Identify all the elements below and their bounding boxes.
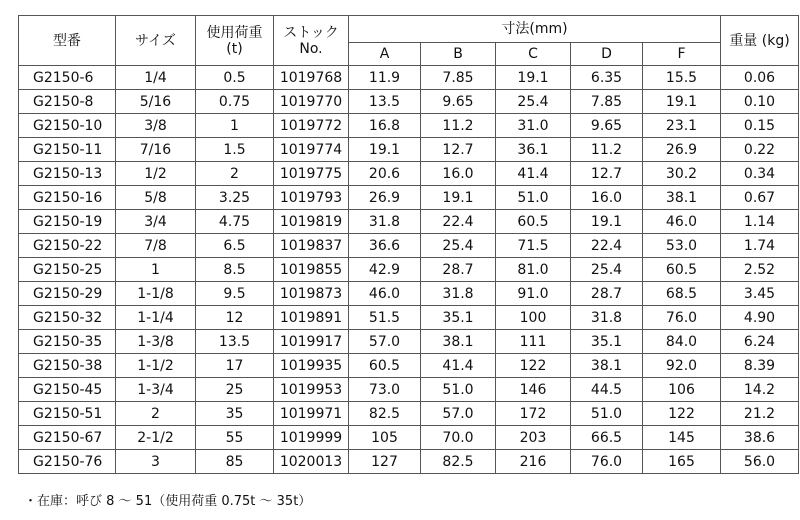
cell-dim-b: 41.4	[421, 354, 496, 378]
cell-dim-d: 25.4	[571, 258, 643, 282]
cell-weight: 6.24	[721, 330, 799, 354]
cell-weight: 2.52	[721, 258, 799, 282]
cell-stock-no: 1019917	[274, 330, 349, 354]
cell-size: 1-3/8	[116, 330, 196, 354]
cell-model: G2150-38	[19, 354, 116, 378]
cell-weight: 1.14	[721, 210, 799, 234]
cell-working-load: 17	[196, 354, 274, 378]
cell-dim-a: 60.5	[349, 354, 421, 378]
cell-dim-f: 46.0	[643, 210, 721, 234]
cell-working-load: 55	[196, 426, 274, 450]
cell-weight: 0.10	[721, 90, 799, 114]
cell-dim-c: 71.5	[496, 234, 571, 258]
cell-size: 3/8	[116, 114, 196, 138]
table-row	[19, 162, 799, 186]
cell-model: G2150-10	[19, 114, 116, 138]
cell-size: 7/16	[116, 138, 196, 162]
table-row	[19, 426, 799, 450]
cell-model: G2150-11	[19, 138, 116, 162]
cell-weight: 0.67	[721, 186, 799, 210]
cell-dim-d: 6.35	[571, 66, 643, 90]
cell-dim-c: 51.0	[496, 186, 571, 210]
cell-size: 1-3/4	[116, 378, 196, 402]
cell-dim-b: 31.8	[421, 282, 496, 306]
cell-dim-a: 105	[349, 426, 421, 450]
cell-stock-no: 1019837	[274, 234, 349, 258]
cell-stock-no: 1019768	[274, 66, 349, 90]
cell-dim-f: 30.2	[643, 162, 721, 186]
cell-model: G2150-35	[19, 330, 116, 354]
cell-dim-f: 76.0	[643, 306, 721, 330]
cell-working-load: 12	[196, 306, 274, 330]
cell-size: 1-1/4	[116, 306, 196, 330]
table-row	[19, 138, 799, 162]
table-row	[19, 258, 799, 282]
cell-dim-c: 146	[496, 378, 571, 402]
cell-dim-d: 16.0	[571, 186, 643, 210]
cell-working-load: 85	[196, 450, 274, 474]
cell-model: G2150-25	[19, 258, 116, 282]
cell-working-load: 13.5	[196, 330, 274, 354]
cell-dim-c: 81.0	[496, 258, 571, 282]
cell-stock-no: 1019891	[274, 306, 349, 330]
cell-stock-no: 1019855	[274, 258, 349, 282]
cell-working-load: 0.5	[196, 66, 274, 90]
cell-size: 1/2	[116, 162, 196, 186]
cell-dim-b: 51.0	[421, 378, 496, 402]
cell-dim-c: 203	[496, 426, 571, 450]
table-body	[19, 66, 799, 474]
cell-dim-b: 9.65	[421, 90, 496, 114]
cell-model: G2150-16	[19, 186, 116, 210]
cell-dim-a: 36.6	[349, 234, 421, 258]
cell-working-load: 2	[196, 162, 274, 186]
cell-dim-d: 22.4	[571, 234, 643, 258]
cell-model: G2150-76	[19, 450, 116, 474]
cell-dim-c: 36.1	[496, 138, 571, 162]
cell-dim-f: 26.9	[643, 138, 721, 162]
cell-dim-d: 12.7	[571, 162, 643, 186]
cell-dim-f: 106	[643, 378, 721, 402]
header-working-load-unit: (t)	[226, 40, 243, 57]
cell-weight: 1.74	[721, 234, 799, 258]
cell-dim-b: 82.5	[421, 450, 496, 474]
cell-weight: 38.6	[721, 426, 799, 450]
cell-size: 3	[116, 450, 196, 474]
cell-model: G2150-67	[19, 426, 116, 450]
table-row	[19, 306, 799, 330]
cell-dim-d: 19.1	[571, 210, 643, 234]
cell-dim-c: 31.0	[496, 114, 571, 138]
cell-dim-f: 19.1	[643, 90, 721, 114]
cell-working-load: 8.5	[196, 258, 274, 282]
cell-weight: 0.34	[721, 162, 799, 186]
cell-stock-no: 1019770	[274, 90, 349, 114]
cell-dim-c: 111	[496, 330, 571, 354]
header-dim-a: A	[349, 43, 421, 66]
header-stock-no-label: No.	[299, 40, 323, 57]
cell-dim-f: 68.5	[643, 282, 721, 306]
header-stock-no	[274, 16, 349, 66]
header-stock-label: ストック	[283, 24, 339, 41]
header-model: 型番	[19, 16, 116, 66]
cell-dim-d: 38.1	[571, 354, 643, 378]
cell-stock-no: 1019819	[274, 210, 349, 234]
cell-dim-a: 82.5	[349, 402, 421, 426]
cell-dim-f: 53.0	[643, 234, 721, 258]
cell-dim-b: 57.0	[421, 402, 496, 426]
cell-dim-c: 122	[496, 354, 571, 378]
cell-size: 1/4	[116, 66, 196, 90]
spec-table	[18, 15, 799, 474]
header-dim-b: B	[421, 43, 496, 66]
cell-dim-b: 19.1	[421, 186, 496, 210]
cell-working-load: 4.75	[196, 210, 274, 234]
cell-working-load: 1.5	[196, 138, 274, 162]
stock-note: ・在庫：呼び 8 〜 51（使用荷重 0.75t 〜 35t）	[24, 494, 312, 509]
cell-dim-d: 76.0	[571, 450, 643, 474]
cell-stock-no: 1019793	[274, 186, 349, 210]
cell-weight: 0.15	[721, 114, 799, 138]
cell-stock-no: 1019772	[274, 114, 349, 138]
table-row	[19, 450, 799, 474]
cell-dim-a: 51.5	[349, 306, 421, 330]
header-dim-d: D	[571, 43, 643, 66]
table-row	[19, 90, 799, 114]
cell-model: G2150-29	[19, 282, 116, 306]
cell-weight: 14.2	[721, 378, 799, 402]
cell-dim-b: 25.4	[421, 234, 496, 258]
cell-weight: 3.45	[721, 282, 799, 306]
cell-model: G2150-22	[19, 234, 116, 258]
table-row	[19, 210, 799, 234]
cell-dim-d: 44.5	[571, 378, 643, 402]
cell-weight: 4.90	[721, 306, 799, 330]
table-header	[19, 16, 799, 66]
header-size: サイズ	[116, 16, 196, 66]
cell-dim-a: 11.9	[349, 66, 421, 90]
cell-weight: 8.39	[721, 354, 799, 378]
cell-stock-no: 1020013	[274, 450, 349, 474]
cell-dim-d: 7.85	[571, 90, 643, 114]
table-row	[19, 402, 799, 426]
table-row	[19, 282, 799, 306]
cell-dim-c: 216	[496, 450, 571, 474]
cell-dim-c: 41.4	[496, 162, 571, 186]
table-row	[19, 378, 799, 402]
table-row	[19, 354, 799, 378]
cell-working-load: 6.5	[196, 234, 274, 258]
cell-dim-f: 122	[643, 402, 721, 426]
cell-dim-a: 42.9	[349, 258, 421, 282]
cell-dim-b: 38.1	[421, 330, 496, 354]
cell-dim-d: 31.8	[571, 306, 643, 330]
cell-model: G2150-51	[19, 402, 116, 426]
cell-dim-a: 19.1	[349, 138, 421, 162]
table-row	[19, 66, 799, 90]
cell-model: G2150-45	[19, 378, 116, 402]
cell-stock-no: 1019953	[274, 378, 349, 402]
cell-stock-no: 1019999	[274, 426, 349, 450]
header-weight: 重量 (kg)	[721, 16, 799, 66]
cell-weight: 56.0	[721, 450, 799, 474]
cell-dim-f: 165	[643, 450, 721, 474]
cell-dim-f: 60.5	[643, 258, 721, 282]
cell-dim-b: 28.7	[421, 258, 496, 282]
cell-dim-f: 92.0	[643, 354, 721, 378]
cell-dim-b: 11.2	[421, 114, 496, 138]
header-working-load	[196, 16, 274, 66]
cell-dim-b: 70.0	[421, 426, 496, 450]
header-dim-f: F	[643, 43, 721, 66]
header-working-load-label: 使用荷重	[206, 24, 263, 41]
cell-model: G2150-6	[19, 66, 116, 90]
table-row	[19, 186, 799, 210]
cell-size: 5/8	[116, 186, 196, 210]
cell-dim-a: 31.8	[349, 210, 421, 234]
cell-working-load: 1	[196, 114, 274, 138]
cell-working-load: 25	[196, 378, 274, 402]
cell-dim-f: 145	[643, 426, 721, 450]
cell-stock-no: 1019971	[274, 402, 349, 426]
cell-working-load: 35	[196, 402, 274, 426]
cell-model: G2150-8	[19, 90, 116, 114]
cell-dim-c: 60.5	[496, 210, 571, 234]
cell-dim-b: 22.4	[421, 210, 496, 234]
cell-model: G2150-19	[19, 210, 116, 234]
cell-stock-no: 1019775	[274, 162, 349, 186]
cell-working-load: 3.25	[196, 186, 274, 210]
cell-size: 1	[116, 258, 196, 282]
cell-dim-f: 84.0	[643, 330, 721, 354]
cell-size: 2	[116, 402, 196, 426]
cell-size: 3/4	[116, 210, 196, 234]
cell-dim-a: 46.0	[349, 282, 421, 306]
cell-dim-d: 28.7	[571, 282, 643, 306]
cell-dim-c: 19.1	[496, 66, 571, 90]
cell-stock-no: 1019873	[274, 282, 349, 306]
header-dimensions: 寸法(mm)	[349, 16, 721, 43]
cell-working-load: 9.5	[196, 282, 274, 306]
header-dim-c: C	[496, 43, 571, 66]
cell-model: G2150-32	[19, 306, 116, 330]
cell-dim-a: 26.9	[349, 186, 421, 210]
table-row	[19, 330, 799, 354]
cell-size: 1-1/8	[116, 282, 196, 306]
cell-dim-a: 20.6	[349, 162, 421, 186]
cell-dim-c: 100	[496, 306, 571, 330]
header-row-1	[19, 16, 799, 43]
cell-model: G2150-13	[19, 162, 116, 186]
cell-weight: 21.2	[721, 402, 799, 426]
cell-dim-d: 11.2	[571, 138, 643, 162]
cell-dim-f: 15.5	[643, 66, 721, 90]
cell-dim-c: 25.4	[496, 90, 571, 114]
cell-dim-a: 13.5	[349, 90, 421, 114]
cell-size: 5/16	[116, 90, 196, 114]
cell-dim-a: 73.0	[349, 378, 421, 402]
cell-working-load: 0.75	[196, 90, 274, 114]
cell-dim-d: 51.0	[571, 402, 643, 426]
cell-dim-a: 57.0	[349, 330, 421, 354]
cell-size: 7/8	[116, 234, 196, 258]
cell-dim-b: 12.7	[421, 138, 496, 162]
cell-dim-b: 16.0	[421, 162, 496, 186]
cell-dim-f: 23.1	[643, 114, 721, 138]
cell-dim-f: 38.1	[643, 186, 721, 210]
cell-dim-b: 35.1	[421, 306, 496, 330]
cell-weight: 0.06	[721, 66, 799, 90]
table-row	[19, 234, 799, 258]
cell-weight: 0.22	[721, 138, 799, 162]
cell-dim-c: 172	[496, 402, 571, 426]
cell-size: 1-1/2	[116, 354, 196, 378]
cell-stock-no: 1019935	[274, 354, 349, 378]
cell-dim-d: 35.1	[571, 330, 643, 354]
table-row	[19, 114, 799, 138]
cell-dim-b: 7.85	[421, 66, 496, 90]
cell-dim-a: 16.8	[349, 114, 421, 138]
cell-dim-c: 91.0	[496, 282, 571, 306]
cell-dim-d: 9.65	[571, 114, 643, 138]
cell-size: 2-1/2	[116, 426, 196, 450]
cell-dim-a: 127	[349, 450, 421, 474]
cell-stock-no: 1019774	[274, 138, 349, 162]
spec-table-container	[18, 15, 799, 474]
cell-dim-d: 66.5	[571, 426, 643, 450]
